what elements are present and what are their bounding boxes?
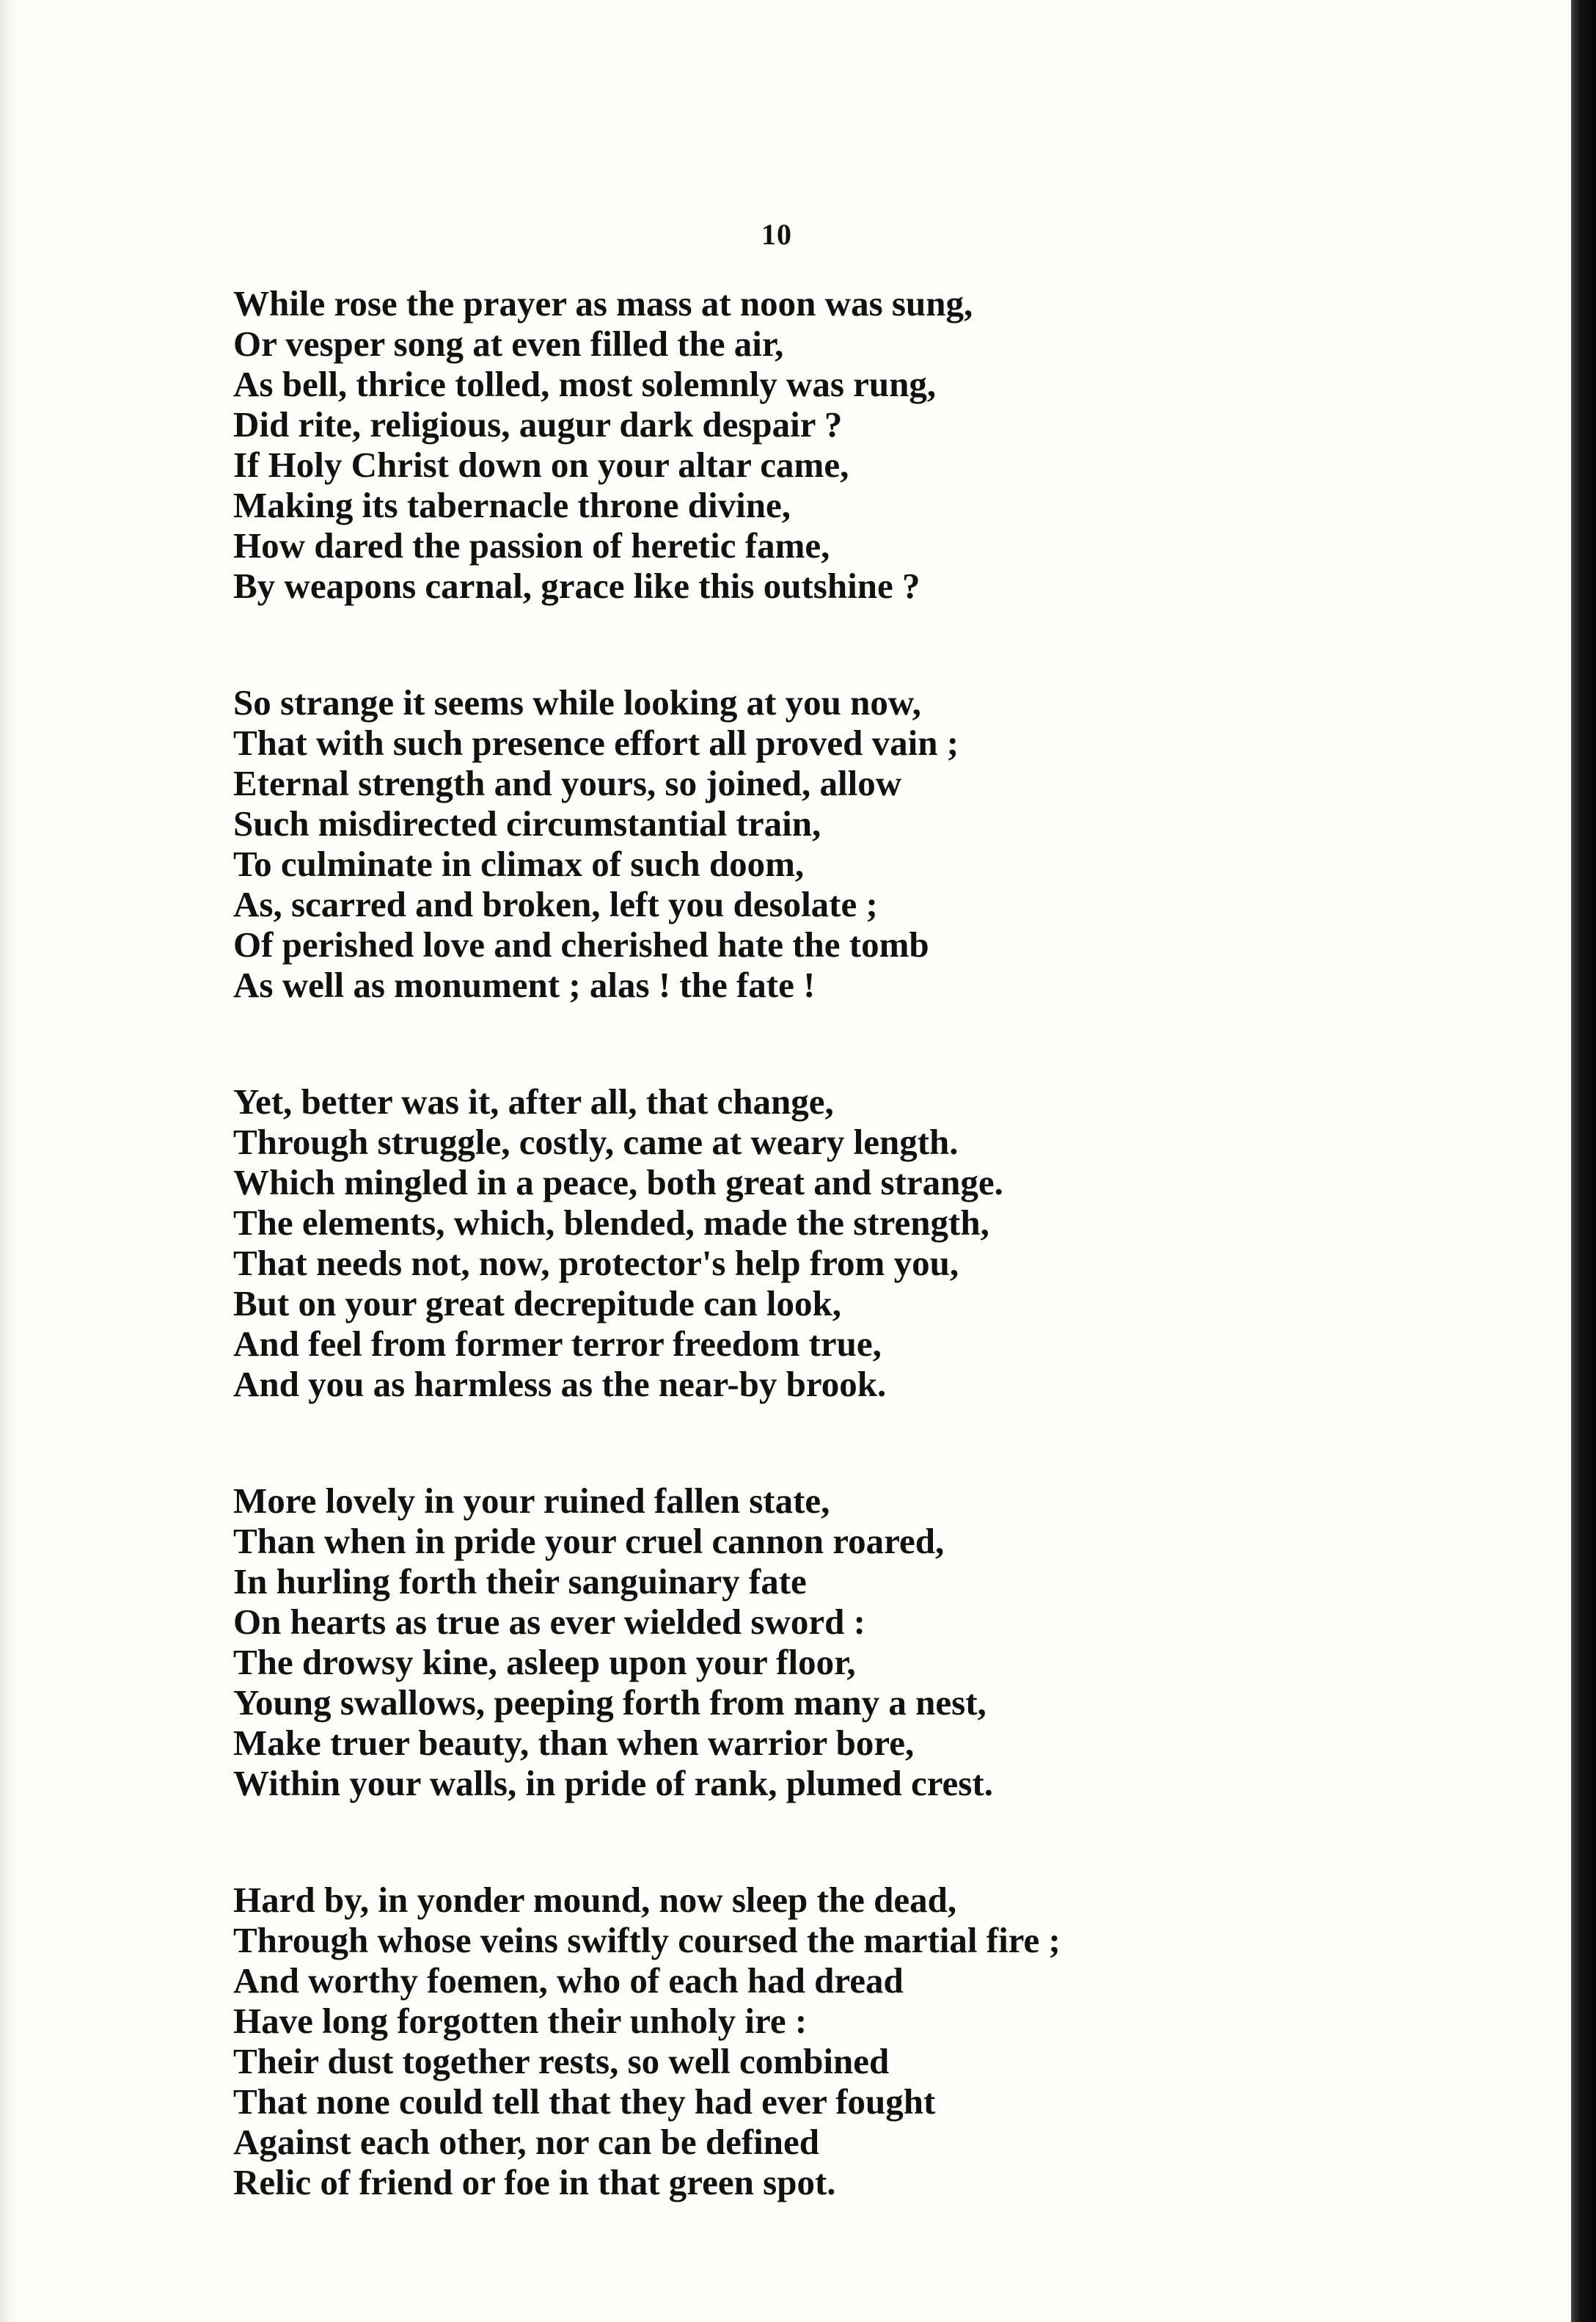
poem-line: And you as harmless as the near-by brook.: [233, 1364, 887, 1404]
poem-line: More lovely in your ruined fallen state,: [233, 1481, 830, 1521]
stanza-4: [233, 1481, 1377, 1803]
poem-line: How dared the passion of heretic fame,: [233, 525, 830, 566]
poem-line: Or vesper song at even filled the air,: [233, 324, 784, 364]
poem-line: Of perished love and cherished hate the tomb: [233, 924, 929, 965]
poem-line: Making its tabernacle throne divine,: [233, 485, 791, 525]
poem-line: As well as monument ; alas ! the fate !: [233, 965, 816, 1005]
poem-line: Their dust together rests, so well combined: [233, 2041, 890, 2081]
poem-line: And feel from former terror freedom true,: [233, 1324, 882, 1364]
poem-line: By weapons carnal, grace like this outshine ?: [233, 566, 920, 606]
poem-line: Through struggle, costly, came at weary length.: [233, 1122, 959, 1162]
poem-line: That needs not, now, protector's help from you,: [233, 1243, 959, 1283]
poem-line: Have long forgotten their unholy ire :: [233, 2001, 808, 2041]
poem-line: Relic of friend or foe in that green spot.: [233, 2162, 836, 2202]
poem-line: That none could tell that they had ever fought: [233, 2081, 936, 2122]
poem-line: Hard by, in yonder mound, now sleep the dead,: [233, 1880, 957, 1920]
poem-line: Did rite, religious, augur dark despair ?: [233, 404, 843, 445]
poem-line: So strange it seems while looking at you now,: [233, 682, 921, 723]
page-number: 10: [761, 218, 792, 251]
poem-line: The elements, which, blended, made the strength,: [233, 1202, 989, 1243]
poem-line: As, scarred and broken, left you desolate ;: [233, 884, 878, 924]
poem-line: On hearts as true as ever wielded sword :: [233, 1602, 865, 1642]
poem-line: Than when in pride your cruel cannon roared,: [233, 1521, 945, 1561]
poem-line: Yet, better was it, after all, that change,: [233, 1081, 834, 1122]
stanza-5: [233, 1880, 1377, 2202]
stanza-3: [233, 1081, 1377, 1404]
scan-gutter-shadow: [0, 0, 18, 2322]
poem-line: Which mingled in a peace, both great and strange.: [233, 1162, 1003, 1202]
stanza-2: [233, 682, 1377, 1005]
poem-line: Make truer beauty, than when warrior bore,: [233, 1723, 915, 1763]
poem-line: If Holy Christ down on your altar came,: [233, 445, 849, 485]
poem-line: As bell, thrice tolled, most solemnly was rung,: [233, 364, 937, 404]
poem-line: The drowsy kine, asleep upon your floor,: [233, 1642, 856, 1682]
poem-line: Such misdirected circumstantial train,: [233, 803, 821, 844]
poem-line: But on your great decrepitude can look,: [233, 1283, 841, 1324]
poem-line: Through whose veins swiftly coursed the martial fire ;: [233, 1920, 1061, 1960]
book-binding-edge: [1571, 0, 1596, 2322]
poem-line: In hurling forth their sanguinary fate: [233, 1561, 807, 1602]
poem-line: While rose the prayer as mass at noon was sung,: [233, 283, 973, 324]
poem-line: And worthy foemen, who of each had dread: [233, 1960, 904, 2001]
poem-line: That with such presence effort all proved vain ;: [233, 723, 959, 763]
stanza-1: [233, 283, 1377, 606]
poem-line: Within your walls, in pride of rank, plumed crest.: [233, 1763, 993, 1803]
poem-line: To culminate in climax of such doom,: [233, 844, 805, 884]
poem-line: Against each other, nor can be defined: [233, 2122, 820, 2162]
poem-body: [233, 283, 1377, 2279]
poem-line: Eternal strength and yours, so joined, allow: [233, 763, 902, 803]
poem-line: Young swallows, peeping forth from many a nest,: [233, 1682, 986, 1723]
